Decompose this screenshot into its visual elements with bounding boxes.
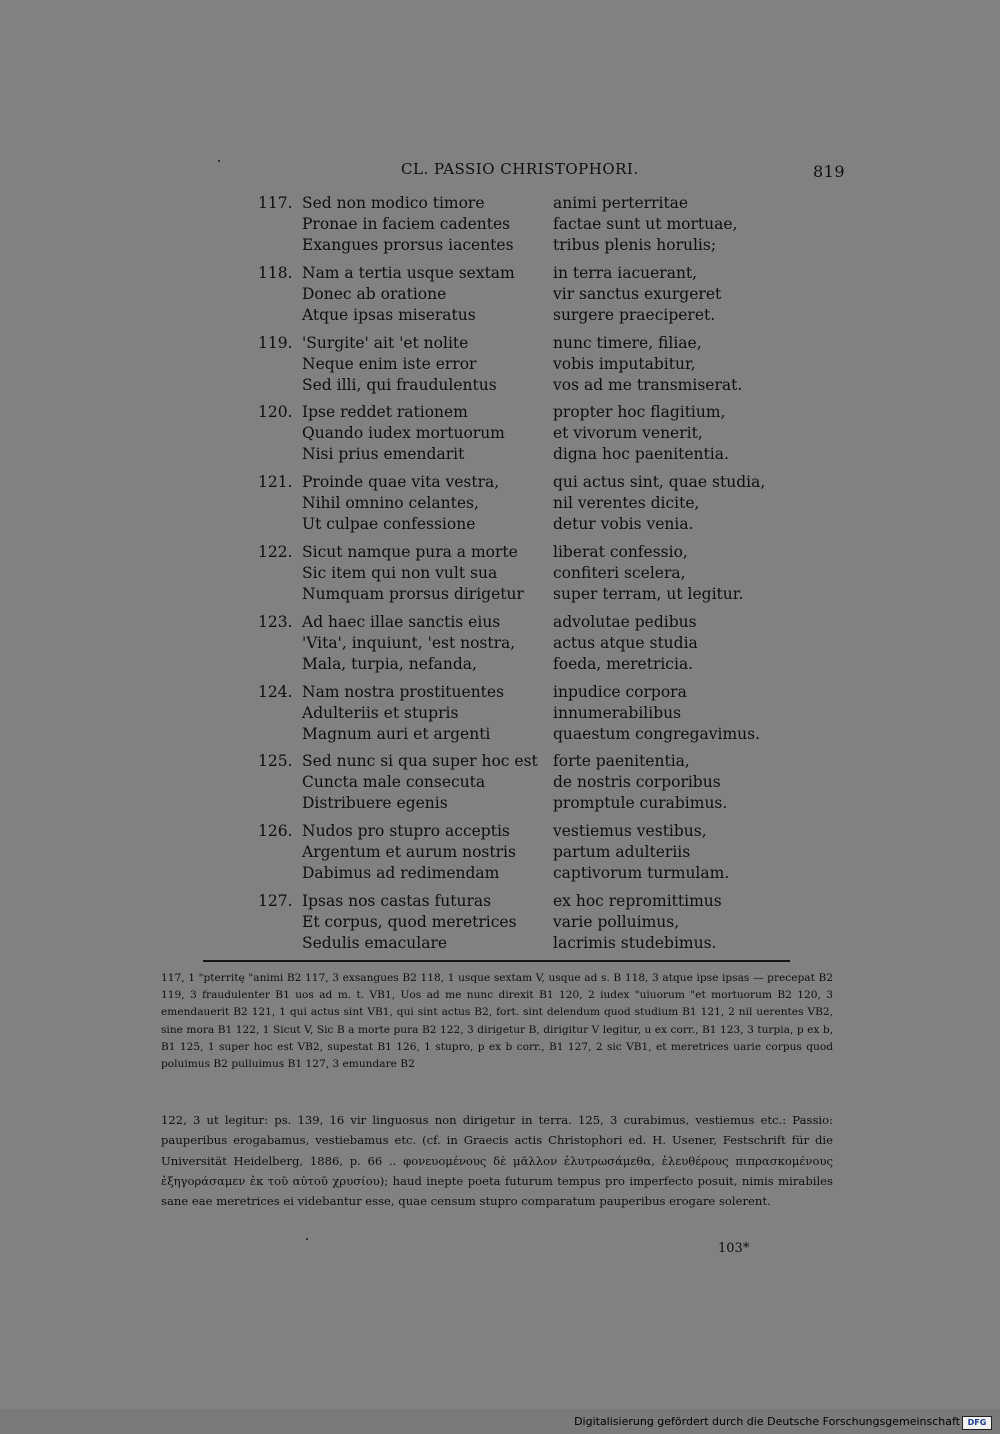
verse-left: Neque enim iste error [302, 354, 477, 373]
verse-left: Sic item qui non vult sua [302, 563, 498, 582]
verse-right: lacrimis studebimus. [553, 933, 717, 952]
verse-left: Nihil omnino celantes, [302, 494, 479, 513]
verse-right: factae sunt ut mortuae, [553, 215, 738, 233]
verse-left: Ipse reddet rationem [302, 403, 468, 422]
verse-left: Cuncta male consecuta [302, 773, 486, 792]
verse-right: propter hoc flagitium, [553, 403, 726, 422]
verse-left: Numquam prorsus dirigetur [302, 584, 524, 603]
verse-right: in terra iacuerant, [553, 263, 698, 282]
verse-right: nil verentes dicite, [553, 494, 700, 513]
stanza-number: 123. [258, 612, 293, 631]
verse-left: Pronae in faciem cadentes [302, 215, 511, 233]
stanza [0, 683, 1000, 753]
verse-right: promptule curabimus. [553, 794, 728, 813]
verse-right: confiteri scelera, [553, 563, 686, 582]
verse-left: Sed non modico timore [302, 194, 485, 212]
verse-right: nunc timere, filiae, [553, 333, 702, 352]
commentary-text: 122, 3 ut legitur: ps. 139, 16 vir linguosus non dirigetur in terra. 125, 3 curabimus, vestiemus etc.: Passio: pauperibus erogabamus, vestiebamus etc. (cf. in Graecis actis Christophori ed. H. Usener, Festschrift für die Universität Heidelberg, 1886, p. 66 .. φονευομένους δὲ μᾶλλον ἐλυτρωσάμεθα, ἐλευθέρους πιπρασκομένους ἐξηγοράσαμεν ἐκ τοῦ αὐτοῦ χρυσίου); haud inepte poeta futurum tempus pro imperfecto posuit, nimis mirabiles sane eae meretrices ei videbantur esse, quae censum stupro comparatum pauperibus erogare solerent. [161, 1113, 833, 1209]
verse-right: surgere praeciperet. [553, 305, 716, 324]
stanza-number: 122. [258, 542, 293, 561]
stanza [0, 613, 1000, 683]
stanza-number: 127. [258, 891, 293, 910]
speck [306, 1238, 308, 1240]
stanza-number: 121. [258, 473, 293, 492]
verse-left: Mala, turpia, nefanda, [302, 654, 477, 673]
stanza-number: 118. [258, 263, 293, 282]
verse-left: Et corpus, quod meretrices [302, 912, 517, 931]
verse-left: 'Surgite' ait 'et nolite [302, 333, 469, 352]
verse-right: partum adulteriis [553, 843, 691, 862]
critical-apparatus [161, 970, 833, 1073]
verse-left: Exangues prorsus iacentes [302, 236, 514, 254]
verse-left: Sed illi, qui fraudulentus [302, 375, 497, 394]
stanza-number: 125. [258, 752, 293, 771]
page-number: 819 [813, 162, 846, 181]
verse-right: vos ad me transmiserat. [553, 375, 743, 394]
stanza [0, 334, 1000, 404]
verse-left: Nam nostra prostituentes [302, 682, 505, 701]
verse-left: Ipsas nos castas futuras [302, 891, 492, 910]
verse-right: de nostris corporibus [553, 773, 721, 792]
poem-text [0, 194, 1000, 962]
verse-right: forte paenitentia, [553, 752, 690, 771]
stanza [0, 543, 1000, 613]
verse-right: varie polluimus, [553, 912, 680, 931]
verse-right: advolutae pedibus [553, 612, 697, 631]
stanza-number: 124. [258, 682, 293, 701]
signature-mark: 103* [718, 1241, 750, 1256]
verse-right: tribus plenis horulis; [553, 236, 717, 254]
stanza-number: 119. [258, 333, 293, 352]
stanza [0, 752, 1000, 822]
verse-left: Distribuere egenis [302, 794, 448, 813]
verse-left: Proinde quae vita vestra, [302, 473, 500, 492]
stanza-number: 126. [258, 822, 293, 841]
commentary [161, 1110, 833, 1211]
verse-right: ex hoc repromittimus [553, 891, 722, 910]
verse-left: Quando iudex mortuorum [302, 424, 505, 443]
verse-left: Sed nunc si qua super hoc est [302, 752, 538, 771]
verse-left: Dabimus ad redimendam [302, 864, 500, 883]
verse-left: Argentum et aurum nostris [302, 843, 516, 862]
verse-right: liberat confessio, [553, 542, 688, 561]
verse-left: Ad haec illae sanctis eius [302, 612, 501, 631]
stanza [0, 822, 1000, 892]
verse-right: vestiemus vestibus, [553, 822, 707, 841]
verse-left: Nudos pro stupro acceptis [302, 822, 510, 841]
stanza-number: 120. [258, 403, 293, 422]
footnote-rule [203, 960, 790, 962]
verse-right: super terram, ut legitur. [553, 584, 744, 603]
verse-left: Adulteriis et stupris [302, 703, 459, 722]
verse-right: foeda, meretricia. [553, 654, 694, 673]
stanza [0, 403, 1000, 473]
verse-left: Sicut namque pura a morte [302, 542, 518, 561]
verse-right: inpudice corpora [553, 682, 687, 701]
verse-right: vir sanctus exurgeret [553, 284, 722, 303]
verse-left: Nam a tertia usque sextam [302, 263, 515, 282]
verse-right: vobis imputabitur, [553, 354, 696, 373]
verse-left: Ut culpae confessione [302, 515, 476, 534]
verse-right: digna hoc paenitentia. [553, 445, 729, 464]
verse-right: innumerabilibus [553, 703, 682, 722]
funding-notice: Digitalisierung gefördert durch die Deutsche Forschungsgemeinschaft [574, 1415, 960, 1428]
verse-right: qui actus sint, quae studia, [553, 473, 766, 492]
verse-left: Sedulis emaculare [302, 933, 448, 952]
verse-right: quaestum congregavimus. [553, 724, 761, 743]
apparatus-text: 117, 1 "pterritę "animi B2 117, 3 exsangues B2 118, 1 usque sextam V, usque ad s. B 118, 3 atque ipse ipsas — precepat B2 119, 3 fraudulenter B1 uos ad m. t. VB1, Uos ad me nunc direxit B1 120, 2 iudex "uiuorum "et mortuorum B2 120, 3 emendauerit B2 121, 1 qui actus sint VB1, qui sint actus B2, fort. sint delendum quod studium B1 121, 2 nil uerentes VB2, sine mora B1 122, 1 Sicut V, Sic B a morte pura B2 122, 3 dirigetur B, dirigitur V legitur, u ex corr., B1 123, 3 turpia, p ex b, B1 125, 1 super hoc est VB2, supestat B1 126, 1 stupro, p ex b corr., B1 127, 2 sic VB1, et meretrices uarie corpus quod poluimus B2 pulluimus B1 127, 3 emundare B2 [161, 972, 833, 1071]
stanza [0, 473, 1000, 543]
stanza [0, 892, 1000, 962]
verse-left: Donec ab oratione [302, 284, 447, 303]
dfg-logo: DFG [962, 1416, 992, 1430]
verse-right: captivorum turmulam. [553, 864, 730, 883]
running-title: CL. PASSIO CHRISTOPHORI. [401, 160, 639, 178]
stanza [0, 264, 1000, 334]
stanza-number: 117. [258, 194, 293, 212]
verse-left: Atque ipsas miseratus [302, 305, 476, 324]
verse-right: actus atque studia [553, 633, 698, 652]
running-header [0, 160, 1000, 184]
stanza [0, 194, 1000, 264]
verse-left: 'Vita', inquiunt, 'est nostra, [302, 633, 516, 652]
verse-left: Nisi prius emendarit [302, 445, 465, 464]
verse-right: et vivorum venerit, [553, 424, 703, 443]
footer-bar [0, 1409, 1000, 1434]
verse-right: detur vobis venia. [553, 515, 694, 534]
verse-left: Magnum auri et argenti [302, 724, 491, 743]
verse-right: animi perterritae [553, 194, 689, 212]
